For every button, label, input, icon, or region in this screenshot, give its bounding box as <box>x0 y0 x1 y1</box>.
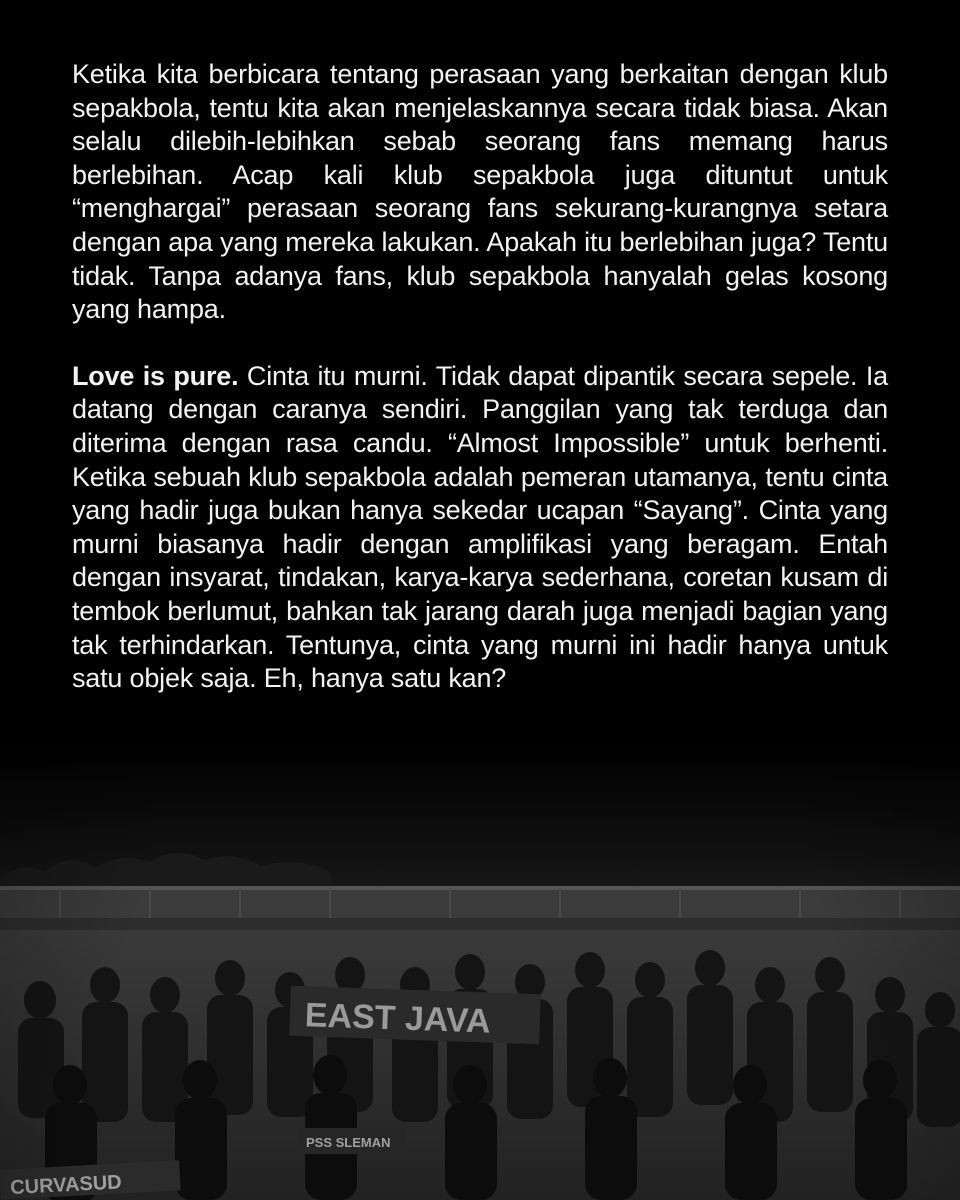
paragraph-2-body: Cinta itu murni. Tidak dapat dipantik secara sepele. Ia datang dengan caranya sendiri. Panggilan yang tak terduga dan diterima dengan rasa candu. “Almost Impossible” untuk berhenti. Ketika sebuah klub sepakbola adalah pemeran utamanya, tentu cinta yang hadir juga bukan hanya sekedar ucapan “Sayang”. Cinta yang murni biasanya hadir dengan amplifikasi yang beragam. Entah dengan insyarat, tindakan, karya-karya sederhana, coretan kusam di tembok berlumut, bahkan tak jarang darah juga menjadi bagian yang tak terhindarkan. Tentunya, cinta yang murni ini hadir hanya untuk satu objek saja. Eh, hanya satu kan? <box>72 360 888 694</box>
paragraph-2-lead: Love is pure. <box>72 360 239 391</box>
paragraph-2 <box>72 360 888 696</box>
article-text <box>72 58 888 696</box>
paragraph-1: Ketika kita berbicara tentang perasaan yang berkaitan dengan klub sepakbola, tentu kita akan menjelaskannya secara tidak biasa. Akan selalu dilebih-lebihkan sebab seorang fans memang harus berlebihan. Acap kali klub sepakbola juga dituntut untuk “menghargai” perasaan seorang fans sekurang-kurangnya setara dengan apa yang mereka lakukan. Apakah itu berlebihan juga? Tentu tidak. Tanpa adanya fans, klub sepakbola hanyalah gelas kosong yang hampa. <box>72 59 888 325</box>
